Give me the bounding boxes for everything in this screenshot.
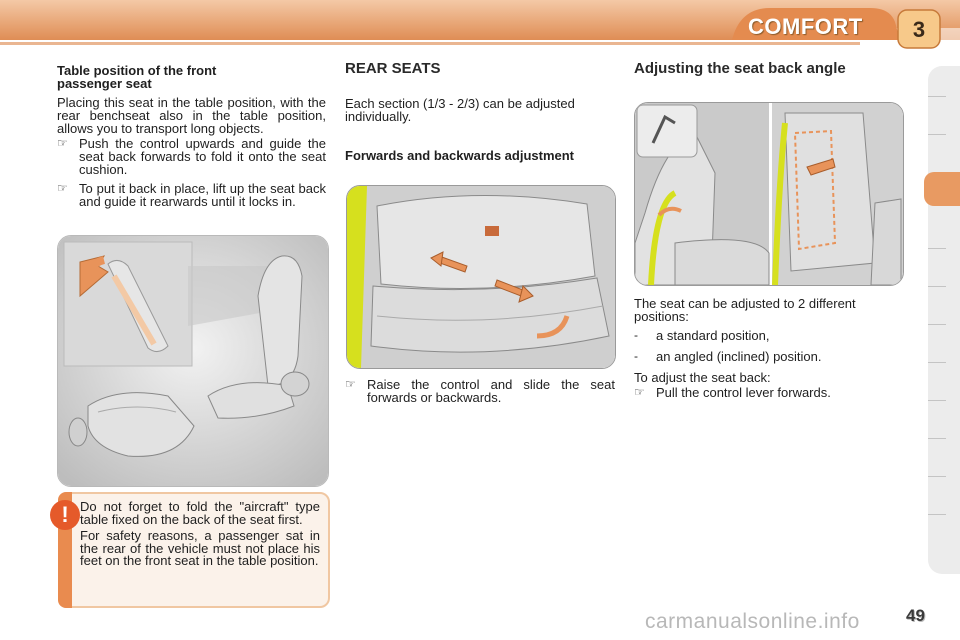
section-heading-seat-back: Adjusting the seat back angle: [634, 60, 846, 77]
dash-marker: -: [634, 328, 638, 342]
table-position-intro: Placing this seat in the table position, with the rear benchseat also in the table position, allows you to transport long objects.: [57, 95, 326, 136]
tab-divider: [928, 248, 946, 249]
bullet-text: Push the control upwards and guide the seat back forwards to fold it onto the seat cushion.: [79, 136, 326, 177]
subheading-forwards-backwards: Forwards and backwards adjustment: [345, 148, 575, 163]
list-item: [57, 137, 326, 176]
warning-line-2: For safety reasons, a passenger sat in the rear of the vehicle must not place his feet on the front seat in the table position.: [80, 528, 320, 568]
tab-active-chapter[interactable]: [924, 172, 960, 206]
tab-divider: [928, 96, 946, 97]
rear-seat-slide-illustration: [346, 185, 616, 369]
pointing-hand-icon: ☞: [345, 377, 356, 391]
warning-text: [80, 501, 320, 568]
list-item: [634, 386, 904, 399]
list-item: [345, 378, 615, 404]
tab-divider: [928, 514, 946, 515]
list-item: [634, 350, 904, 363]
tab-divider: [928, 286, 946, 287]
section-heading-rear-seats: REAR SEATS: [345, 60, 441, 77]
chapter-number: 3: [912, 17, 926, 42]
pointing-hand-icon: ☞: [634, 385, 645, 399]
position-angled: an angled (inclined) position.: [656, 349, 822, 364]
list-item: [634, 329, 904, 342]
bullet-text: Raise the control and slide the seat forwards or backwards.: [367, 377, 615, 405]
header-band: [0, 0, 960, 50]
rear-seats-intro: Each section (1/3 - 2/3) can be adjusted individually.: [345, 96, 575, 124]
warning-line-1: Do not forget to fold the "aircraft" type table fixed on the back of the seat first.: [80, 499, 320, 527]
tab-divider: [928, 324, 946, 325]
right-text: [634, 297, 904, 399]
tab-divider: [928, 438, 946, 439]
seat-back-angle-illustration: [634, 102, 904, 286]
middle-column: [345, 62, 615, 162]
page-title: COMFORT: [748, 14, 863, 39]
position-standard: a standard position,: [656, 328, 770, 343]
watermark: carmanualsonline.info: [645, 610, 860, 633]
seat-back-lead: To adjust the seat back:: [634, 370, 771, 385]
front-seat-table-illustration: [57, 235, 329, 487]
pointing-hand-icon: ☞: [57, 136, 68, 150]
warning-icon: !: [50, 500, 80, 530]
list-item: [57, 182, 326, 208]
tab-divider: [928, 134, 946, 135]
middle-bullet: [345, 378, 615, 404]
right-column: [634, 62, 904, 75]
tab-divider: [928, 476, 946, 477]
chapter-tab-strip: [928, 66, 960, 574]
section-heading-table-position: Table position of the front passenger seat: [57, 63, 217, 91]
pointing-hand-icon: ☞: [57, 181, 68, 195]
bullet-text: To put it back in place, lift up the seat back and guide it rearwards until it locks in.: [79, 181, 326, 209]
page-number: 49: [906, 606, 925, 625]
dash-marker: -: [634, 349, 638, 363]
bullet-text: Pull the control lever forwards.: [656, 385, 831, 400]
tab-divider: [928, 362, 946, 363]
tab-divider: [928, 400, 946, 401]
left-column: [57, 64, 326, 208]
seat-back-intro: The seat can be adjusted to 2 different positions:: [634, 296, 856, 324]
